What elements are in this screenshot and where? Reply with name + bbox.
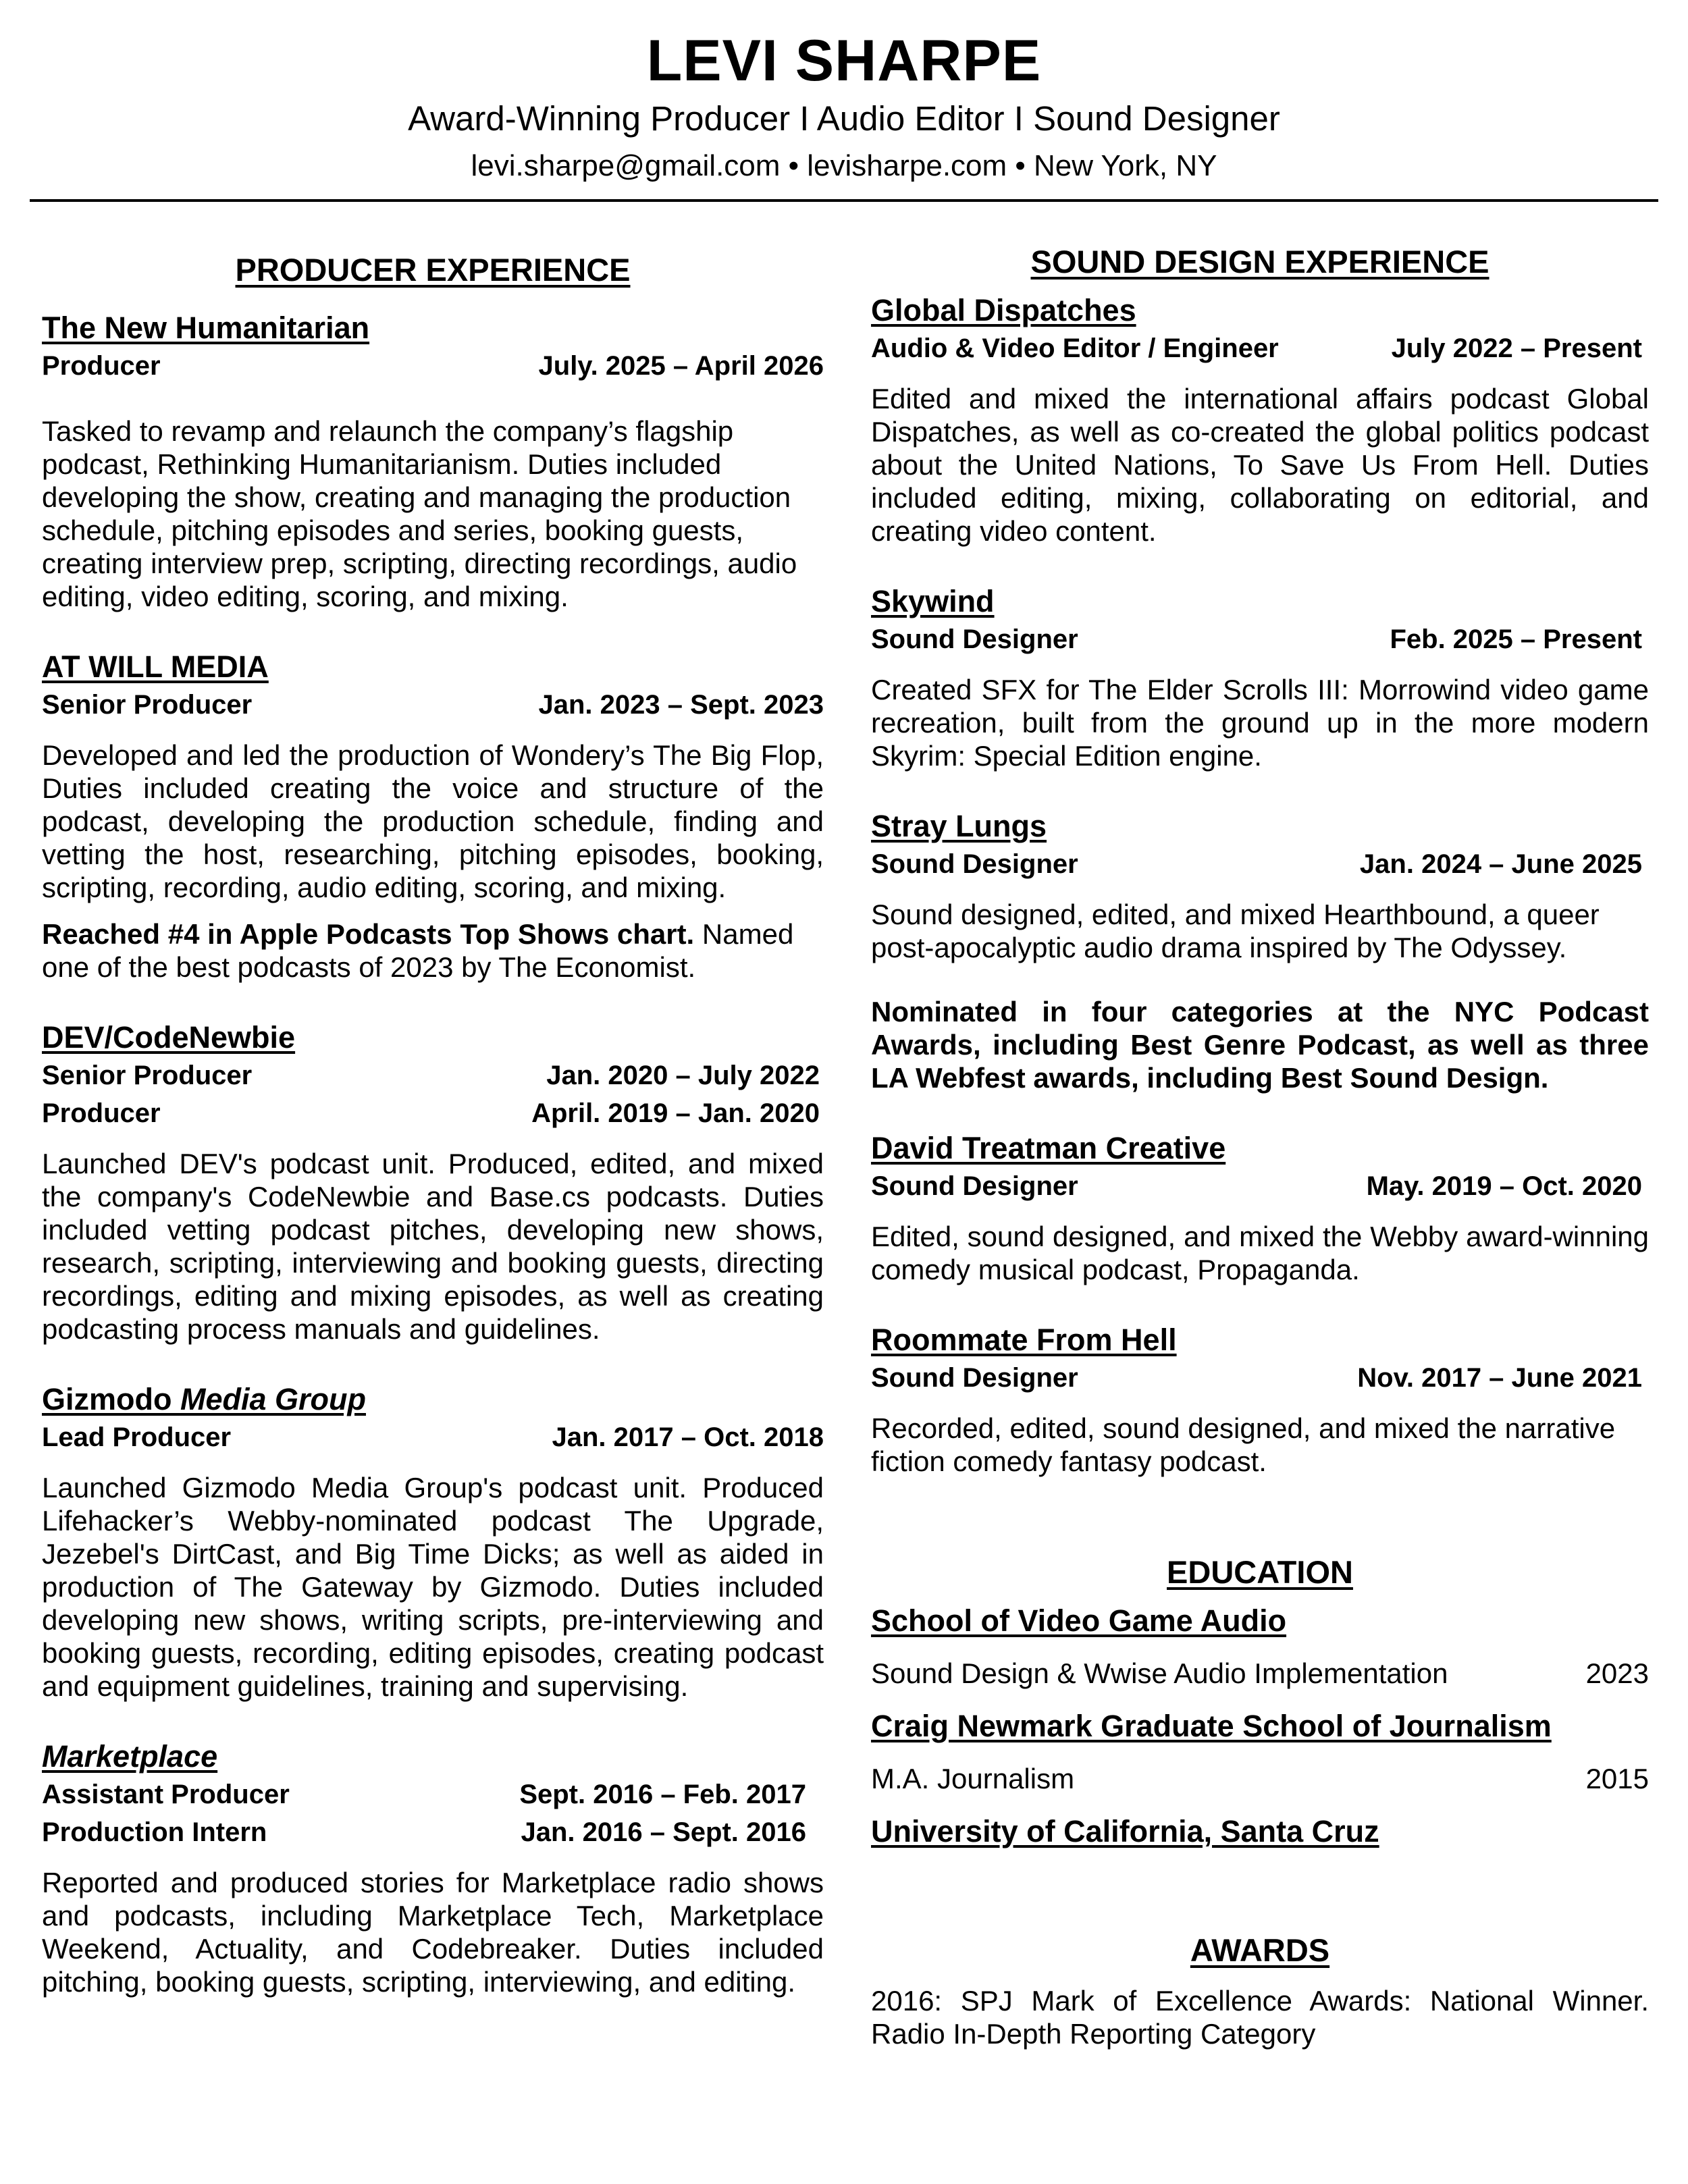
job-org: AT WILL MEDIA <box>42 649 269 684</box>
education-heading: EDUCATION <box>1167 1554 1353 1590</box>
job-description: Reported and produced stories for Marketplace radio shows and podcasts, including Marketplace Tech, Marketplace Weekend, Actuality, and Codebreaker. Duties included pitching, booking guests, scripting, interviewing, and editing. <box>42 1867 824 1998</box>
job-achievement-text: Named one of the best podcasts of 2023 by The Economist. <box>42 918 794 983</box>
job-entry <box>42 1738 824 1998</box>
job-dates: May. 2019 – Oct. 2020 <box>1366 1171 1642 1201</box>
job-role: Production Intern <box>42 1817 267 1847</box>
producer-experience-column <box>42 230 824 1998</box>
sound-design-heading: SOUND DESIGN EXPERIENCE <box>1030 244 1489 279</box>
job-dates: Nov. 2017 – June 2021 <box>1357 1363 1642 1393</box>
job-role-row <box>42 1057 824 1094</box>
job-entry <box>871 1129 1649 1286</box>
job-entry <box>42 1381 824 1703</box>
contact-line: levi.sharpe@gmail.com • levisharpe.com • New York, NY <box>471 149 1217 182</box>
job-dates: Feb. 2025 – Present <box>1390 624 1642 654</box>
job-org: Global Dispatches <box>871 293 1136 327</box>
job-role: Sound Designer <box>871 1363 1078 1393</box>
job-role-row <box>42 686 824 724</box>
job-entry <box>871 583 1649 772</box>
education-program: Sound Design & Wwise Audio Implementation <box>871 1657 1448 1689</box>
job-dates: Jan. 2020 – July 2022 <box>546 1061 820 1090</box>
job-role: Sound Designer <box>871 1171 1078 1201</box>
job-role-row <box>42 347 824 385</box>
job-dates: Jan. 2023 – Sept. 2023 <box>538 690 824 720</box>
job-description: Tasked to revamp and relaunch the company’s flagship podcast, Rethinking Humanitarianism. Duties included developing the show, creating and managing the production schedule, pitching episodes and series, booking guests, creating interview prep, scripting, directing recordings, audio editing, video editing, scoring, and mixing. <box>42 415 797 612</box>
job-org <box>42 1381 824 1418</box>
sound-design-column <box>871 230 1649 2050</box>
job-description: Edited, sound designed, and mixed the Webby award-winning comedy musical podcast, Propaganda. <box>871 1221 1649 1285</box>
job-entry <box>871 807 1649 1094</box>
job-org-italic: Media Group <box>180 1382 366 1416</box>
job-org: Skywind <box>871 584 995 618</box>
job-org: DEV/CodeNewbie <box>42 1020 296 1055</box>
job-role-row <box>42 1418 824 1456</box>
school-name: University of California, Santa Cruz <box>871 1814 1379 1848</box>
job-dates: July 2022 – Present <box>1391 334 1642 363</box>
job-role: Lead Producer <box>42 1422 232 1452</box>
job-role: Sound Designer <box>871 849 1078 879</box>
job-role: Producer <box>42 1098 161 1128</box>
job-entry <box>42 309 824 613</box>
job-org: Roommate From Hell <box>871 1323 1177 1357</box>
school-name: Craig Newmark Graduate School of Journalism <box>871 1709 1552 1743</box>
job-role: Senior Producer <box>42 1061 253 1090</box>
job-role-row <box>871 1359 1649 1397</box>
education-row <box>871 1760 1649 1798</box>
candidate-tagline: Award-Winning Producer I Audio Editor I Sound Designer <box>408 99 1280 138</box>
job-dates: April. 2019 – Jan. 2020 <box>531 1098 820 1128</box>
awards-heading: AWARDS <box>1190 1932 1330 1968</box>
job-description: Developed and led the production of Wondery’s The Big Flop, Duties included creating the voice and structure of the podcast, developing the production schedule, finding and vetting the host, researching, pitching episodes, booking, scripting, recording, audio editing, scoring, and mixing. <box>42 739 824 903</box>
job-role-row <box>42 1094 824 1132</box>
job-role-row <box>871 845 1649 883</box>
job-achievement: Nominated in four categories at the NYC Podcast Awards, including Best Genre Podcast, as well as three LA Webfest awards, including Best Sound Design. <box>871 996 1649 1094</box>
school-name: School of Video Game Audio <box>871 1603 1287 1638</box>
job-role: Audio & Video Editor / Engineer <box>871 334 1279 363</box>
job-entry <box>871 1321 1649 1478</box>
job-role: Senior Producer <box>42 690 253 720</box>
producer-experience-heading: PRODUCER EXPERIENCE <box>235 252 631 288</box>
job-achievement-highlight: Reached #4 in Apple Podcasts Top Shows chart. <box>42 918 695 950</box>
job-achievement <box>42 917 824 984</box>
candidate-name: LEVI SHARPE <box>646 28 1042 93</box>
job-description: Recorded, edited, sound designed, and mixed the narrative fiction comedy fantasy podcast. <box>871 1412 1616 1477</box>
job-org-plain: Gizmodo <box>42 1382 180 1416</box>
job-role-row <box>42 1813 824 1851</box>
education-row <box>871 1655 1649 1693</box>
job-dates: Jan. 2016 – Sept. 2016 <box>521 1817 806 1847</box>
job-org: Stray Lungs <box>871 809 1047 843</box>
job-entry <box>42 1019 824 1346</box>
job-org: David Treatman Creative <box>871 1131 1226 1165</box>
job-description: Launched DEV's podcast unit. Produced, edited, and mixed the company's CodeNewbie and Base.cs podcasts. Duties included vetting podcast pitches, developing new shows, research, scripting, interviewing and booking guests, directing recordings, editing and mixing episodes, as well as creating podcasting process manuals and guidelines. <box>42 1148 824 1345</box>
education-program: M.A. Journalism <box>871 1763 1075 1794</box>
education-year: 2023 <box>1585 1657 1649 1689</box>
job-role: Assistant Producer <box>42 1780 290 1809</box>
job-role: Sound Designer <box>871 624 1078 654</box>
header-divider <box>30 199 1658 202</box>
job-role-row <box>42 1776 824 1813</box>
job-dates: Jan. 2024 – June 2025 <box>1359 849 1642 879</box>
job-org: Marketplace <box>42 1739 218 1774</box>
job-description: Sound designed, edited, and mixed Hearthbound, a queer post-apocalyptic audio drama inspired by The Odyssey. <box>871 899 1600 963</box>
job-dates: July. 2025 – April 2026 <box>538 351 824 381</box>
job-entry <box>871 292 1649 548</box>
job-entry <box>42 648 824 984</box>
job-description: Edited and mixed the international affairs podcast Global Dispatches, as well as co-created the global politics podcast about the United Nations, To Save Us From Hell. Duties included editing, mixing, collaborating on editorial, and creating video content. <box>871 383 1649 547</box>
job-role: Producer <box>42 351 161 381</box>
job-role-row <box>871 1167 1649 1205</box>
job-description: Created SFX for The Elder Scrolls III: Morrowind video game recreation, built from the ground up in the more modern Skyrim: Special Edition engine. <box>871 674 1649 772</box>
job-org: The New Humanitarian <box>42 311 370 345</box>
job-dates: Sept. 2016 – Feb. 2017 <box>519 1780 806 1809</box>
job-description: Launched Gizmodo Media Group's podcast unit. Produced Lifehacker’s Webby-nominated podcast The Upgrade, Jezebel's DirtCast, and Big Time Dicks; as well as aided in production of The Gateway by Gizmodo. Duties included developing new shows, writing scripts, pre-interviewing and booking guests, recording, editing episodes, creating podcast and equipment guidelines, training and supervising. <box>42 1472 824 1702</box>
education-year: 2015 <box>1585 1763 1649 1794</box>
award-entry: 2016: SPJ Mark of Excellence Awards: National Winner. Radio In-Depth Reporting Category <box>871 1985 1649 2050</box>
job-role-row <box>871 620 1649 658</box>
job-dates: Jan. 2017 – Oct. 2018 <box>552 1422 824 1452</box>
job-role-row <box>871 329 1649 367</box>
